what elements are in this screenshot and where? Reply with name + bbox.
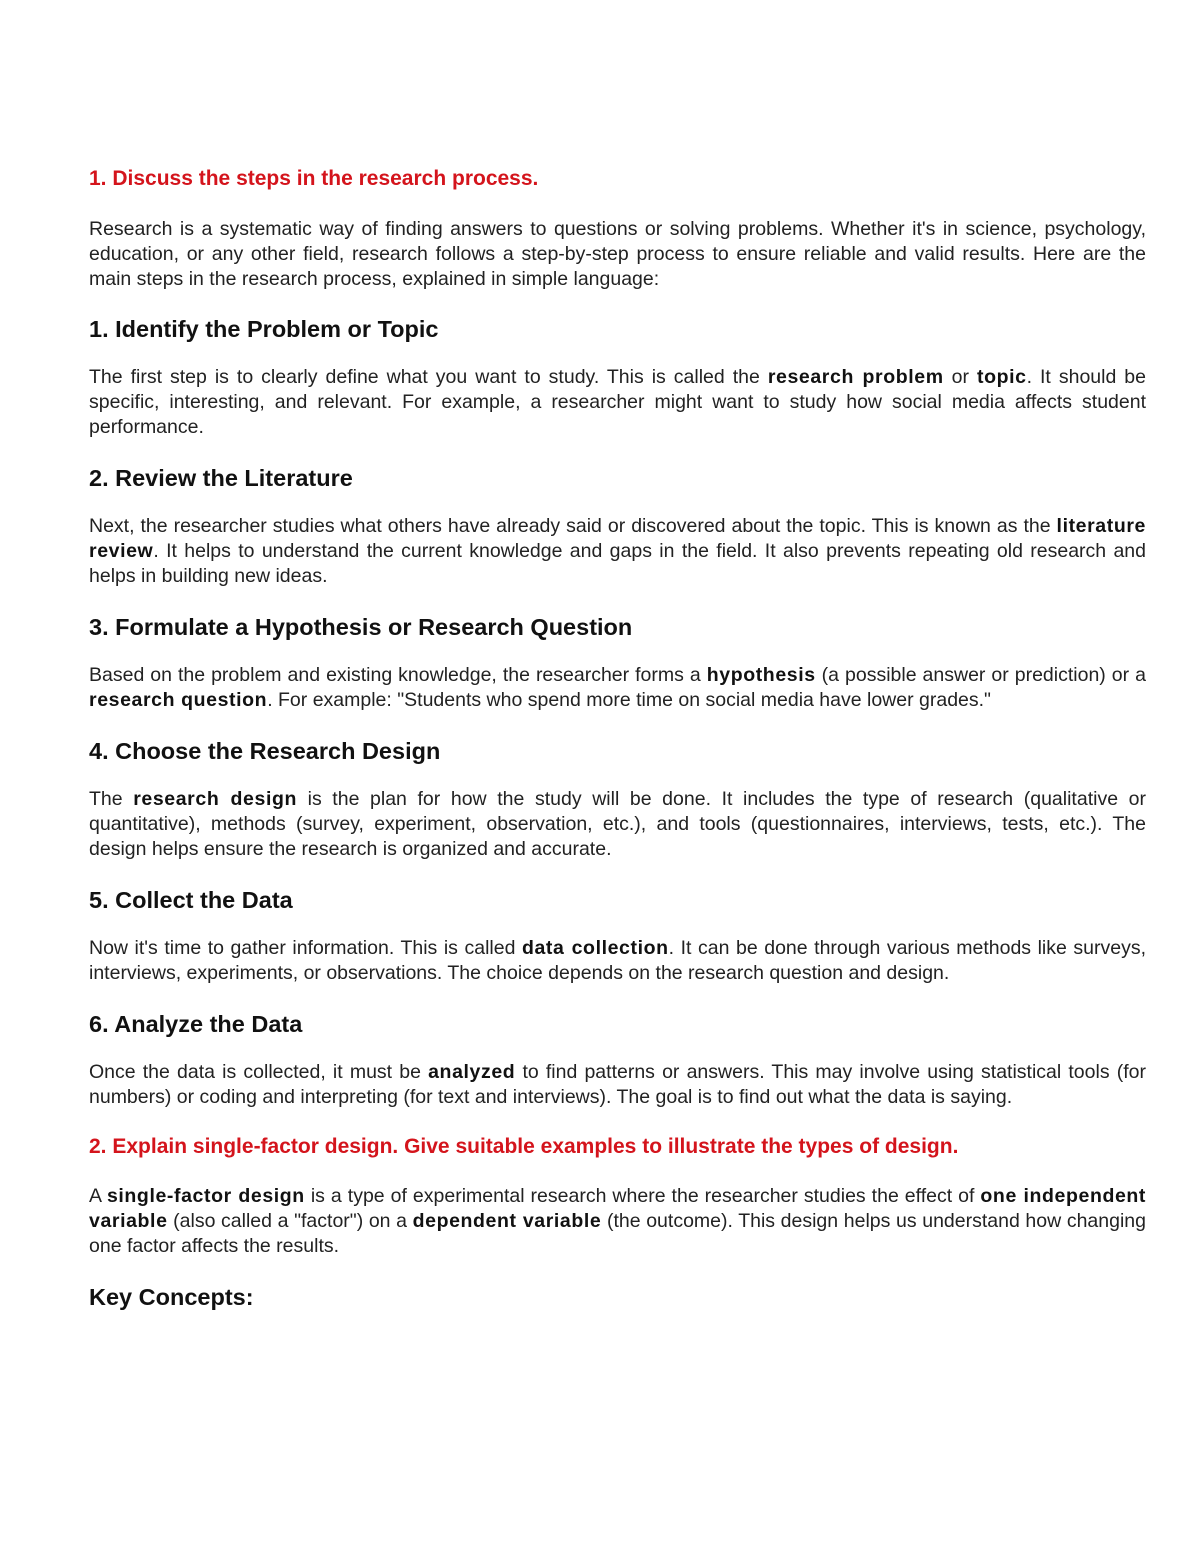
step-3-text-b: (a possible answer or prediction) or a	[815, 664, 1146, 686]
single-factor-paragraph	[89, 1184, 1146, 1259]
question-2-text: Explain single-factor design. Give suitable examples to illustrate the types of design.	[112, 1135, 959, 1158]
step-4-paragraph	[89, 787, 1146, 862]
step-4-heading: 4. Choose the Research Design	[89, 738, 441, 764]
step-1-heading: 1. Identify the Problem or Topic	[89, 316, 439, 342]
step-3-paragraph	[89, 663, 1146, 713]
step-2-paragraph	[89, 514, 1146, 589]
q2-text-d: (the outcome). This design helps us understand how changing one factor affects the results.	[89, 1210, 1146, 1257]
step-1-text-a: The first step is to clearly define what you want to study. This is called the	[89, 366, 768, 388]
step-5-paragraph	[89, 936, 1146, 986]
step-1-bold-research-problem: research problem	[767, 366, 944, 388]
step-3-bold-research-question: research question	[89, 689, 268, 711]
q2-text-c: (also called a "factor") on a	[167, 1210, 413, 1232]
question-1-title	[89, 166, 1146, 192]
q2-bold-one-independent-variable: one independent variable	[89, 1185, 1147, 1232]
step-1-paragraph	[89, 365, 1146, 440]
question-1-text: Discuss the steps in the research process.	[112, 167, 539, 190]
step-2-heading: 2. Review the Literature	[89, 465, 353, 491]
step-5-text-b: . It can be done through various methods like surveys, interviews, experiments, or observations. The choice depends on the research question and design.	[89, 937, 1146, 984]
step-6-text-b: to find patterns or answers. This may involve using statistical tools (for numbers) or coding and interpreting (for text and interviews). The goal is to find out what the data is saying.	[89, 1061, 1146, 1108]
step-6-heading: 6. Analyze the Data	[89, 1011, 303, 1037]
step-3-text-c: . For example: "Students who spend more time on social media have lower grades."	[267, 689, 991, 711]
q2-bold-dependent-variable: dependent variable	[412, 1210, 602, 1232]
q2-text-a: A	[89, 1185, 107, 1207]
step-6-paragraph	[89, 1060, 1146, 1110]
step-3-text-a: Based on the problem and existing knowledge, the researcher forms a	[89, 664, 707, 686]
key-concepts-heading: Key Concepts:	[89, 1284, 254, 1310]
intro-paragraph: Research is a systematic way of finding answers to questions or solving problems. Whether it's in science, psychology, education, or any other field, research follows a step-by-step process to ensure reliable and valid results. Here are the main steps in the research process, explained in simple language:	[89, 218, 1146, 290]
step-3-bold-hypothesis: hypothesis	[706, 664, 816, 686]
step-2-text-b: . It helps to understand the current knowledge and gaps in the field. It also prevents repeating old research and helps in building new ideas.	[89, 540, 1146, 587]
step-1-text-b: or	[943, 366, 978, 388]
q2-text-b: is a type of experimental research where the researcher studies the effect of	[304, 1185, 981, 1207]
step-5-text-a: Now it's time to gather information. This is called	[89, 937, 522, 959]
step-1-text-c: . It should be specific, interesting, and relevant. For example, a researcher might want to study how social media affects student performance.	[89, 366, 1146, 438]
question-2-title	[89, 1134, 1146, 1160]
document-page	[89, 166, 1146, 1312]
step-1-bold-topic: topic	[977, 366, 1027, 388]
step-5-bold-data-collection: data collection	[521, 937, 669, 959]
q2-bold-single-factor-design: single-factor design	[106, 1185, 305, 1207]
step-6-bold-analyzed: analyzed	[428, 1061, 516, 1083]
step-6-text-a: Once the data is collected, it must be	[89, 1061, 429, 1083]
step-4-text-b: is the plan for how the study will be done. It includes the type of research (qualitative or quantitative), methods (survey, experiment, observation, etc.), and tools (questionnaires, interviews, tests, etc.). The design helps ensure the research is organized and accurate.	[89, 788, 1146, 860]
step-2-bold-literature-review: literature review	[89, 515, 1146, 562]
step-4-bold-research-design: research design	[133, 788, 297, 810]
question-1-number: 1.	[89, 167, 107, 190]
step-5-heading: 5. Collect the Data	[89, 887, 293, 913]
step-4-text-a: The	[89, 788, 134, 810]
question-2-number: 2.	[89, 1135, 107, 1158]
step-3-heading: 3. Formulate a Hypothesis or Research Question	[89, 614, 633, 640]
step-2-text-a: Next, the researcher studies what others have already said or discovered about the topic. This is known as the	[89, 515, 1057, 537]
